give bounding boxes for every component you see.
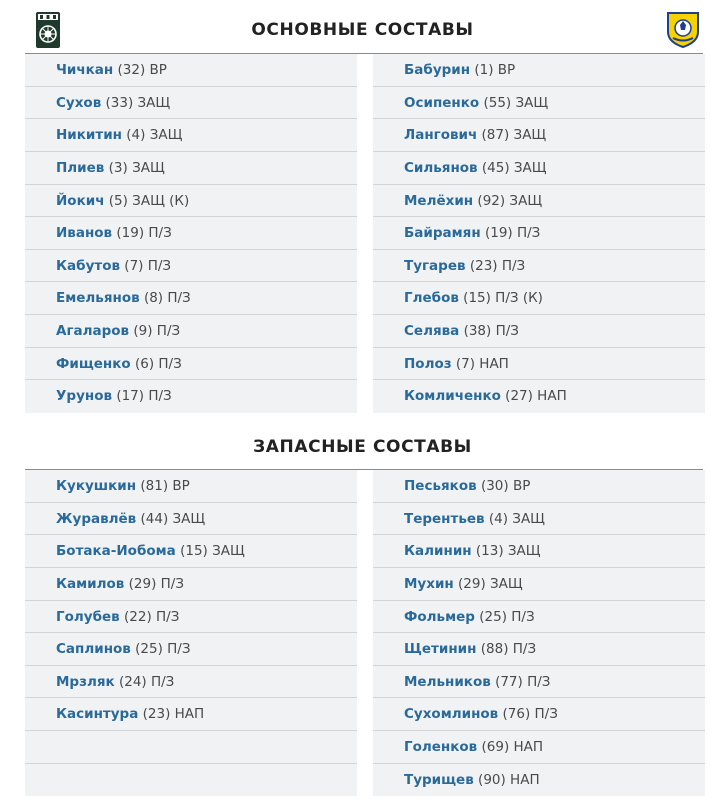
player-name-link[interactable]: Чичкан — [56, 62, 114, 78]
player-name-link[interactable]: Лангович — [404, 127, 478, 144]
list-item — [373, 87, 705, 120]
player-name-link[interactable]: Мельников — [404, 673, 491, 690]
player-name-link[interactable]: Иванов — [56, 225, 113, 242]
list-item — [25, 315, 357, 348]
player-name-link[interactable]: Голенков — [404, 739, 478, 756]
player-info: (7) НАП — [451, 355, 509, 372]
list-item — [25, 535, 357, 568]
player-name-link[interactable]: Песьяков — [404, 478, 477, 494]
player-name-link[interactable]: Мухин — [404, 575, 454, 592]
player-info: (25) П/З — [474, 608, 535, 625]
player-info: (4) ЗАЩ — [484, 510, 545, 527]
list-item — [25, 348, 357, 381]
player-name-link[interactable]: Сильянов — [404, 159, 478, 176]
player-name-link[interactable]: Агаларов — [56, 323, 130, 340]
player-info: (92) ЗАЩ — [473, 192, 543, 209]
player-info: (69) НАП — [477, 739, 544, 756]
list-item — [373, 185, 705, 218]
player-info: (27) НАП — [500, 388, 567, 405]
list-item — [373, 217, 705, 250]
list-item — [25, 217, 357, 250]
player-info: (90) НАП — [473, 771, 540, 788]
list-item — [373, 698, 705, 731]
player-info: (81) ВР — [136, 478, 190, 494]
away-substitutes-list — [373, 470, 705, 796]
list-item — [25, 633, 357, 666]
list-item — [25, 54, 357, 87]
player-info: (87) ЗАЩ — [477, 127, 547, 144]
list-item — [25, 503, 357, 536]
player-info: (38) П/З — [459, 323, 519, 340]
player-name-link[interactable]: Тугарев — [404, 257, 466, 274]
list-item — [25, 119, 357, 152]
list-item — [373, 282, 705, 315]
home-substitutes-list — [25, 470, 357, 796]
list-item — [25, 87, 357, 120]
player-name-link[interactable]: Сухомлинов — [404, 706, 499, 723]
player-name-link[interactable]: Глебов — [404, 290, 459, 307]
player-info: (6) П/З — [130, 355, 182, 372]
list-item — [25, 568, 357, 601]
player-info: (22) П/З — [119, 608, 180, 625]
player-name-link[interactable]: Фищенко — [56, 355, 131, 372]
player-info: (19) П/З — [480, 225, 541, 242]
player-info: (76) П/З — [498, 706, 558, 723]
player-name-link[interactable]: Касинтура — [56, 706, 139, 723]
list-item — [25, 666, 357, 699]
player-name-link[interactable]: Кукушкин — [56, 478, 137, 494]
player-name-link[interactable]: Емельянов — [56, 290, 140, 307]
player-name-link[interactable]: Ботака-Иобома — [56, 543, 176, 560]
player-info: (15) П/З (К) — [458, 290, 543, 307]
player-name-link[interactable]: Урунов — [56, 388, 113, 405]
player-name-link[interactable]: Осипенко — [404, 94, 480, 111]
player-name-link[interactable]: Калинин — [404, 543, 472, 560]
player-info: (24) П/З — [114, 673, 175, 690]
player-name-link[interactable]: Селява — [404, 323, 460, 340]
list-item — [373, 380, 705, 413]
list-item — [373, 633, 705, 666]
list-item — [373, 568, 705, 601]
player-info: (77) П/З — [490, 673, 551, 690]
list-item — [373, 470, 705, 503]
player-info: (29) ЗАЩ — [453, 575, 523, 592]
list-item — [25, 250, 357, 283]
list-item — [373, 764, 705, 797]
list-item — [25, 698, 357, 731]
player-name-link[interactable]: Байрамян — [404, 225, 481, 242]
player-name-link[interactable]: Бабурин — [404, 62, 471, 78]
player-info: (17) П/З — [112, 388, 172, 405]
player-info: (29) П/З — [124, 575, 184, 592]
player-info: (55) ЗАЩ — [479, 94, 549, 111]
player-info: (3) ЗАЩ — [104, 159, 165, 176]
player-name-link[interactable]: Никитин — [56, 127, 122, 144]
player-name-link[interactable]: Щетинин — [404, 641, 477, 658]
player-name-link[interactable]: Сухов — [56, 94, 102, 111]
list-item-empty — [25, 731, 357, 764]
player-name-link[interactable]: Полоз — [404, 355, 452, 372]
player-info: (30) ВР — [476, 478, 531, 494]
list-item — [373, 54, 705, 87]
list-item — [373, 119, 705, 152]
player-info: (88) П/З — [476, 641, 537, 658]
list-item — [373, 348, 705, 381]
player-info: (5) ЗАЩ (К) — [104, 192, 190, 209]
player-info: (33) ЗАЩ — [101, 94, 171, 111]
player-name-link[interactable]: Журавлёв — [56, 510, 137, 527]
player-info: (32) ВР — [113, 62, 167, 78]
home-starting-list — [25, 54, 357, 413]
player-name-link[interactable]: Мрзляк — [56, 673, 115, 690]
list-item — [373, 315, 705, 348]
list-item — [373, 503, 705, 536]
list-item — [373, 666, 705, 699]
list-item — [373, 731, 705, 764]
player-info: (45) ЗАЩ — [477, 159, 547, 176]
player-info: (15) ЗАЩ — [175, 543, 245, 560]
player-name-link[interactable]: Йокич — [56, 192, 105, 209]
player-name-link[interactable]: Камилов — [56, 575, 125, 592]
list-item — [373, 535, 705, 568]
list-item — [25, 601, 357, 634]
list-item — [373, 601, 705, 634]
list-item — [25, 185, 357, 218]
player-info: (19) П/З — [112, 225, 172, 242]
list-item — [373, 152, 705, 185]
list-item — [25, 470, 357, 503]
player-info: (8) П/З — [139, 290, 191, 307]
player-info: (23) П/З — [465, 257, 526, 274]
player-info: (25) П/З — [130, 641, 191, 658]
player-info: (44) ЗАЩ — [136, 510, 206, 527]
player-info: (23) НАП — [138, 706, 205, 723]
player-name-link[interactable]: Мелёхин — [404, 192, 474, 209]
player-name-link[interactable]: Саплинов — [56, 641, 131, 658]
list-item-empty — [25, 764, 357, 797]
player-name-link[interactable]: Голубев — [56, 608, 120, 625]
player-name-link[interactable]: Терентьев — [404, 510, 485, 527]
player-info: (1) ВР — [470, 62, 516, 78]
list-item — [25, 380, 357, 413]
player-name-link[interactable]: Кабутов — [56, 257, 121, 274]
player-info: (7) П/З — [120, 257, 172, 274]
player-info: (9) П/З — [129, 323, 181, 340]
away-starting-list — [373, 54, 705, 413]
list-item — [25, 152, 357, 185]
player-name-link[interactable]: Плиев — [56, 159, 105, 176]
list-item — [373, 250, 705, 283]
starting-lineups-title: ОСНОВНЫЕ СОСТАВЫ — [251, 20, 474, 40]
player-info: (4) ЗАЩ — [122, 127, 183, 144]
player-name-link[interactable]: Турищев — [404, 771, 474, 788]
player-name-link[interactable]: Комличенко — [404, 388, 501, 405]
player-info: (13) ЗАЩ — [471, 543, 541, 560]
player-name-link[interactable]: Фольмер — [404, 608, 475, 625]
substitutes-title: ЗАПАСНЫЕ СОСТАВЫ — [253, 437, 472, 457]
list-item — [25, 282, 357, 315]
